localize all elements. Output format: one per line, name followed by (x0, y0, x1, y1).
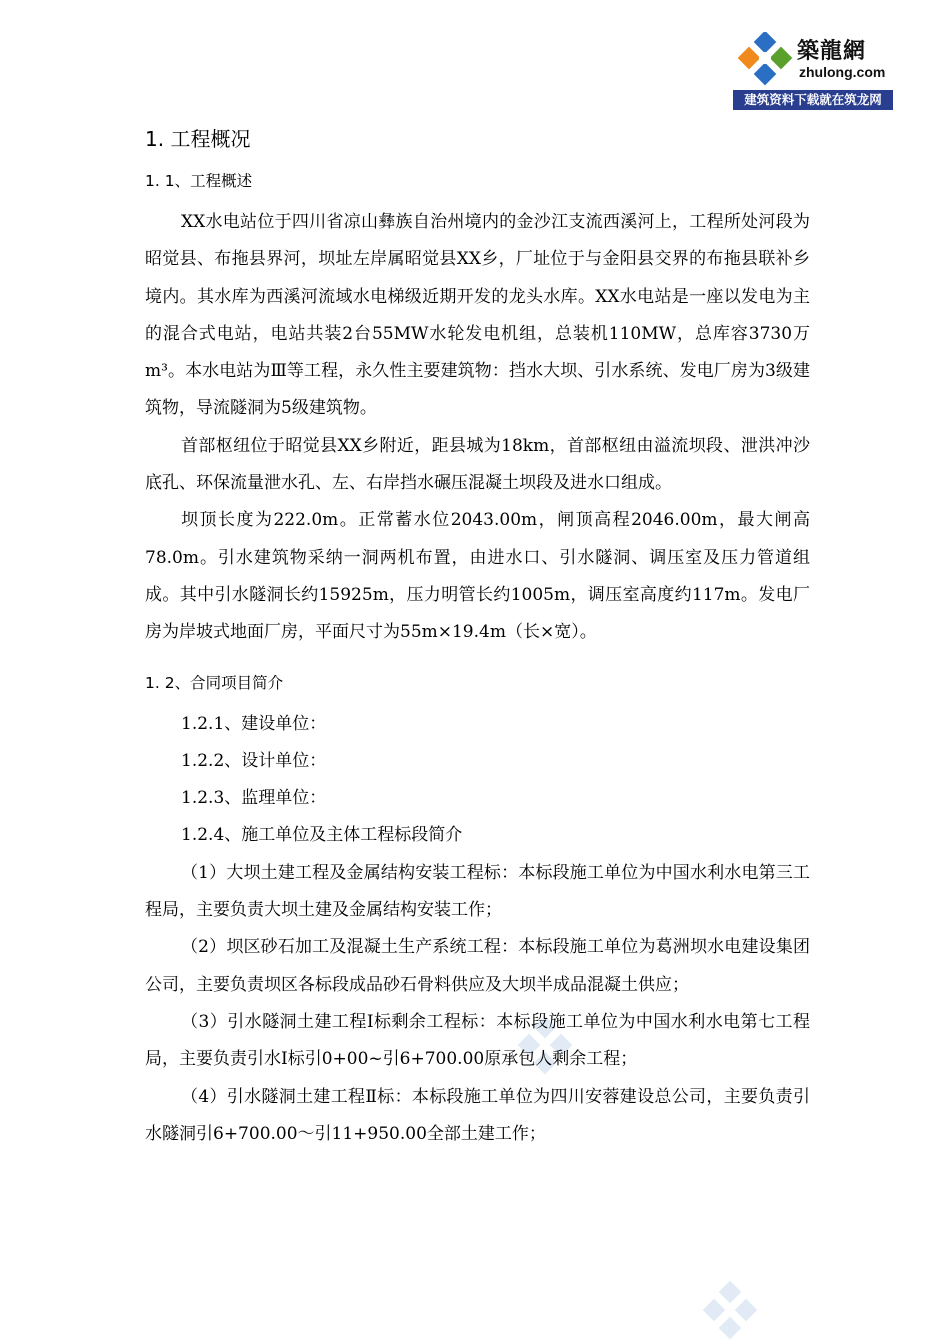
page-title: 1. 工程概况 (145, 127, 251, 151)
watermark-snowflake-icon (700, 1280, 760, 1340)
logo-name: 築龍網 (797, 38, 867, 64)
list-item: 1.2.2、设计单位： (181, 750, 327, 771)
paragraph: （2）坝区砂石加工及混凝土生产系统工程：本标段施工单位为葛洲坝水电建设集团公司，主要负责坝区各标段成品砂石骨料供应及大坝半成品混凝土供应； (145, 937, 810, 995)
list-item: 1.2.3、监理单位： (181, 788, 327, 809)
list-item: 1.2.1、建设单位： (181, 713, 327, 734)
paragraph: （1）大坝土建工程及金属结构安装工程标：本标段施工单位为中国水利水电第三工程局，主要负责大坝土建及金属结构安装工作； (145, 862, 810, 921)
list-item: 1.2.4、施工单位及主体工程标段简介 (181, 825, 463, 846)
paragraph: 坝顶长度为222.0m。正常蓄水位2043.00m，闸顶高程2046.00m，最大闸高78.0m。引水建筑物采纳一洞两机布置，由进水口、引水隧洞、调压室及压力管道组成。其中引水隧洞长约15925m，压力明管长约1005m，调压室高度约117m。发电厂房为岸坡式地面厂房，平面尺寸为55m×19.4m（长×宽）。 (145, 510, 810, 643)
paragraph: XX水电站位于四川省凉山彝族自治州境内的金沙江支流西溪河上，工程所处河段为昭觉县、布拖县界河，坝址左岸属昭觉县XX乡，厂址位于与金阳县交界的布拖县联补乡境内。其水库为西溪河流域水电梯级近期开发的龙头水库。XX水电站是一座以发电为主的混合式电站，电站共装2台55MW水轮发电机组，总装机110MW，总库容3730万m³。本水电站为Ⅲ等工程，永久性主要建筑物：挡水大坝、引水系统、发电厂房为3级建筑物，导流隧洞为5级建筑物。 (145, 212, 810, 419)
section-title-1-1: 1. 1、工程概述 (145, 172, 253, 190)
paragraph: （3）引水隧洞土建工程Ⅰ标剩余工程标：本标段施工单位为中国水利水电第七工程局，主要负责引水Ⅰ标引0+00~引6+700.00原承包人剩余工程； (145, 1011, 810, 1070)
logo-emblem-icon (735, 32, 795, 88)
paragraph: （4）引水隧洞土建工程Ⅱ标：本标段施工单位为四川安蓉建设总公司，主要负责引水隧洞引6+700.00～引11+950.00全部土建工作； (145, 1086, 810, 1144)
logo-domain: zhulong.com (799, 64, 886, 80)
zhulong-logo[interactable] (733, 30, 893, 110)
logo-slogan: 建筑资料下载就在筑龙网 (733, 90, 893, 110)
paragraph: 首部枢纽位于昭觉县XX乡附近，距县城为18km，首部枢纽由溢流坝段、泄洪冲沙底孔、环保流量泄水孔、左、右岸挡水碾压混凝土坝段及进水口组成。 (145, 435, 810, 494)
section-title-1-2: 1. 2、合同项目简介 (145, 673, 284, 692)
document-body (145, 120, 810, 1153)
